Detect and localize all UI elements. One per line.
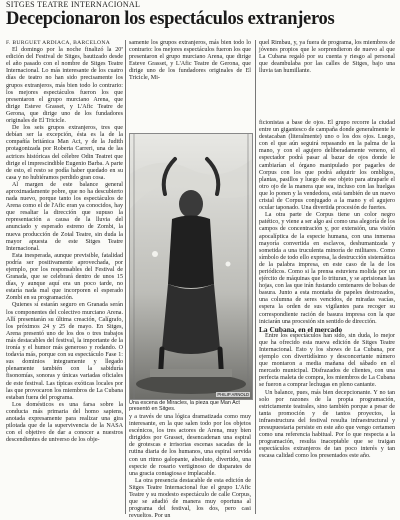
paragraph: Esta inesperada, aunque previsible, fatalidad podría ser positivamente aprovechada, por ejemplo, por los responsables del Festival de Granada, que se celebrará dentro de unos 15 días, y aunque aquí era un poco tarde, no estaría nada mal que incorporen el esperado Zombi en su programación.	[6, 252, 123, 302]
photo-caption: Una escena de Miracles, la pieza que Man Act presentó en Sitges.	[129, 400, 240, 413]
paragraph: quel Rimbau, y, ya fuera de programa, los miembros de jóvenes propios que le sorprendieron de nuevo al que La Cubana regaló por su cuenta y riesgo al personal que deambulaba por las calles de Sitges, bajo una lluvia tan humillante.	[259, 40, 395, 75]
paragraph: El domingo por la noche finalizó la 20ª edición del Festival de Sitges, bautizado desde el año pasado con el nombre de Sitges Teatre Internacional. Lo más interesante de los cuatro días de teatro no han sido precisamente los grupos extranjeros, más bien todo lo contrario: los mejores espectáculos fueron los que presentaron el grupo murciano Arena, que dirige Esteve Grasset, y L'Afic Teatre de Gerona, que dirige uno de los fundadores originales de El Tricicle.	[6, 47, 123, 125]
paragraph: Quienes sí estarán seguro en Granada serán los componentes del colectivo murciano Arena. Allí presentarán su última creación, Calígrafo, los próximos 24 y 25 de mayo. En Sitges, Arena presentó uno de los dos o tres trabajos más destacables del festival, la importante de la ironía y el humor más generoso y rodando. O todavía más, porque con su espectáculo Fase 1: sus dominios integramente y llegado plenamente también con la sabiduría fisonomías, sonoras y únicas variadas oficiales de este festival. Las típicas exóticas locales por las que provocaron los miembros de La Cubana estaban fuera del programa.	[6, 302, 123, 401]
column-2-top	[129, 40, 251, 130]
column-3-bottom	[259, 120, 395, 514]
paragraph: Al margen de este balance general aproximadamente pobre, que no ha descubierto nada nuevo, porque tanto los espectáculos de Arena como el de l'Afic eran ya conocidos, hay que resaltar la dirección que supuso la representación a causa de la lluvia del anunciado y esperado estreno de Zombi, la nueva producción de Zotal Teatre, sin duda la mayor apuesta de este Sitges Teatre Internacional.	[6, 181, 123, 252]
paragraph: y a través de una lógica dramatizada como muy interesante, en la que salen todo por los objetos escénicos, los tres actores de Arena, muy bien dirigidos por Grasset, desencadenan una espiral de grotescas e irrisorias escenas sacadas de la rutina diaria de los humanos, una espiral servida con un ritmo galopante, absoluto, divertido, una especie de rosario vertiginoso de disparates de una gracia contagiosa e implacable.	[129, 414, 251, 477]
paragraph: samente los grupos extranjeros, más bien todo lo contrario: los mejores espectáculos fueron los que presentaron el grupo murciano Arena, que dirige Esteve Grasset, y L'Afic Teatre de Gerona, que dirige uno de los fundadores originales de El Tricicle, Mi-	[129, 40, 251, 82]
section-kicker: SITGES TEATRE INTERNACIONAL	[6, 0, 141, 9]
paragraph: Entre los espectáculos han sido, sin duda, lo mejor que ha ofrecido esta nueva edición de Sitges Teatre Internacional. Esto y los shows de La Cubana, por ejemplo con divertidísimo y desconcertante número que montaron a media mañana del sábado en el mercado municipal. Disfrazados de clientes, con una perfecta maleta de compra, los miembros de La Cubana se fueron a comprar lechugas en pleno cantante.	[259, 332, 395, 389]
article-photo	[129, 133, 253, 400]
photo-credit: PHILIP ARNOLD	[217, 392, 249, 397]
photo-illustration	[130, 134, 252, 399]
subheading: La Cubana, en el mercado	[259, 324, 343, 334]
headline: Decepcionaron los espectáculos extranjeros	[6, 9, 335, 29]
column-divider	[255, 40, 256, 514]
paragraph: ficionistas a base de ojos. El grupo recorre la ciudad entre un gigantesco de campaña donde generalmente le destacaban (literalmente) uno o los dos ojos. Luego, con el que aún seguirá repasando en la palma de la mano, y con el agujero deliberadamente veneno, el espectador podrá pasar al bazar de ojos donde le cambiarían el órgano manipulado por pagarles de Corpus con los que podrá adquirir los ombligos, plantas, pasillos y luego de ese objeto para atraparle el otro ojo de la manera que sea, incluso con las huelgas que lo ponen y la vendedora, está también de un nuevo cristal de Corpus conjugado a la mano y el agujero ocular taponado. Una divertida procesión de fuertes.	[259, 120, 395, 212]
paragraph: Los domésticos es una farsa sobre la conducta más primaria del homo sapiens, anotada expresamente para realizar una gira pilotada que de la supervivencia de la NASA con el objetivo de dar a conocer a nuestros descendientes de universo de los obje-	[6, 401, 123, 444]
column-divider	[125, 40, 126, 514]
column-2-bottom	[129, 414, 251, 520]
column-3-top	[259, 40, 395, 120]
paragraph: De los seis grupos extranjeros, tres que debían ser la excepción, ésta es la de la compañía británica Man Act, y de la Judith protagonizada por Roberta Carreri, una de las actrices históricas del célebre Odin Teatret que dirige el imprescindible Eugenio Barba. A parte de esto, el resto se podía haber quedado en su casa y no hubiéramos perdido gran cosa.	[6, 125, 123, 181]
paragraph: La otra presencia destacable de esta edición de Sitges Teatre Internacional fue el grupo L'Afic Teatre y su modesto espectáculo de calle Corpus, que se añadió de manera muy oportuna al programa del festival, los dos, pero casi revueltos. Por un	[129, 477, 251, 520]
byline: F. BURGUET ARDIACA, BARCELONA	[6, 40, 111, 46]
paragraph: Un balance, pues, más bien decepcionante. Y no tan solo por razones de la propia programación, estrictamente teatrales, sino también porque a pesar de tanta promoción y de tantos proyectos, la infraestructura del festival resulta infraestructural y presupuestaria persiste en este año que vengo certamen como una referencia habitual. Por lo que respecta a la programación, resulta inaceptable que se traigan espectáculos extranjeros de tan poco interés y tan escasa calidad como los presentados este año.	[259, 389, 395, 460]
paragraph: La otra parte de Corpus tiene un color negro patético, y viene a ser algo así como una alegoría de los campos de concentración y, por extensión, una visión apocalíptica de la especie humana, con una inmensa mayoría convertida en esclavos, deshumanizada y sometida a una truculenta minoría de militares. Como símbolo de todo ello expresa, la destrucción sistemática de la palabra impresa, en este caso de la de los periódicos. Como si la prensa estuviera molida por un ejército de máquinas que lo trituran, y se aprisionan las hojas, con las que irán fustando centenares de bolsas de basura. Junto a esta montaña de papeles destrozados, una columna de seres vencidos, de miradas vacías, espera la orden de sus vigilantes para recoger su correspondiente ración de basura impresa con la que iniciarán una procesión sin sentido de dirección.	[259, 212, 395, 325]
column-1	[6, 40, 123, 514]
